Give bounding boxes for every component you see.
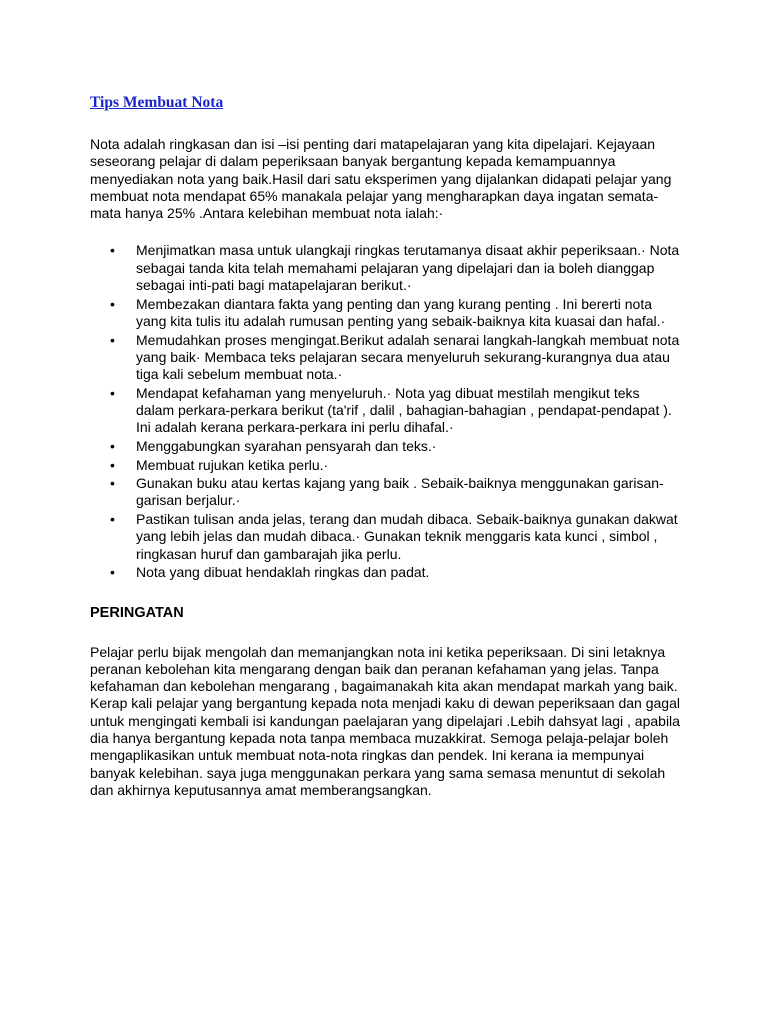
list-item (90, 475, 680, 510)
benefits-list (90, 242, 680, 581)
list-item-text: Membuat rujukan ketika perlu.· (136, 456, 329, 473)
list-item (90, 242, 680, 294)
document-page (90, 92, 680, 799)
list-item-text: Menggabungkan syarahan pensyarah dan teks.· (136, 437, 437, 454)
bullet-icon: • (110, 242, 115, 259)
list-item-text: Mendapat kefahaman yang menyeluruh.· Nota yag dibuat mestilah mengikut teks dalam perkara-perkara berikut (ta'rif , dalil , bahagian-bahagian , pendapat-pendapat ). Ini adalah kerana perkara-perkara ini perlu dihafal.· (136, 384, 672, 436)
list-item (90, 332, 680, 384)
list-item (90, 457, 680, 474)
warning-heading: PERINGATAN (90, 604, 184, 621)
bullet-icon: • (110, 437, 115, 454)
list-item-text: Memudahkan proses mengingat.Berikut adalah senarai langkah-langkah membuat nota yang baik· Membaca teks pelajaran secara menyeluruh sekurang-kurangnya dua atau tiga kali sebelum membuat nota.· (136, 331, 680, 383)
bullet-icon: • (110, 564, 115, 581)
bullet-icon: • (110, 456, 115, 473)
list-item-text: Gunakan buku atau kertas kajang yang baik . Sebaik-baiknya menggunakan garisan-garisan berjalur.· (136, 475, 664, 509)
list-item-text: Pastikan tulisan anda jelas, terang dan mudah dibaca. Sebaik-baiknya gunakan dakwat yang lebih jelas dan mudah dibaca.· Gunakan teknik menggaris kata kunci , simbol , ringkasan huruf dan gambarajah jika perlu. (136, 511, 678, 562)
list-item-text: Nota yang dibuat hendaklah ringkas dan padat. (136, 564, 430, 581)
intro-paragraph: Nota adalah ringkasan dan isi –isi penting dari matapelajaran yang kita dipelajari. Kejayaan seseorang pelajar di dalam peperiksaan banyak bergantung kepada kemampuannya menyediakan nota yang baik.Hasil dari satu eksperimen yang dijalankan didapati pelajar yang membuat nota mendapat 65% manakala pelajar yang mengharapkan daya ingatan semata-mata hanya 25% .Antara kelebihan membuat nota ialah:· (90, 136, 672, 222)
bullet-icon: • (110, 384, 115, 401)
list-item-text: Menjimatkan masa untuk ulangkaji ringkas terutamanya disaat akhir peperiksaan.· Nota sebagai tanda kita telah memahami pelajaran yang dipelajari dan ia boleh dianggap sebagai inti-pati bagi matapelajaran berikut.· (136, 242, 680, 294)
bullet-icon: • (110, 331, 115, 348)
bullet-icon: • (110, 295, 115, 312)
list-item-text: Membezakan diantara fakta yang penting dan yang kurang penting . Ini bererti nota yang kita tulis itu adalah rumusan penting yang sebaik-baiknya kita kuasai dan hafal.· (136, 295, 666, 329)
list-item (90, 511, 680, 563)
list-item (90, 385, 680, 437)
list-item (90, 296, 680, 331)
bullet-icon: • (110, 475, 115, 492)
list-item (90, 438, 680, 455)
document-title[interactable]: Tips Membuat Nota (90, 94, 224, 111)
list-item (90, 564, 680, 581)
warning-paragraph: Pelajar perlu bijak mengolah dan memanjangkan nota ini ketika peperiksaan. Di sini letaknya peranan kebolehan kita mengarang dengan baik dan peranan kefahaman yang jelas. Tanpa kefahaman dan kebolehan mengarang , bagaimanakah kita akan mendapat markah yang baik. Kerap kali pelajar yang bergantung kepada nota menjadi kaku di dewan peperiksaan dan gagal untuk mengingati kembali isi kandungan paelajaran yang dipelajari .Lebih dahsyat lagi , apabila dia hanya bergantung kepada nota tanpa membaca muzakkirat. Semoga pelaja-pelajar boleh mengaplikasikan untuk membuat nota-nota ringkas dan pendek. Ini kerana ia mempunyai banyak kelebihan. saya juga menggunakan perkara yang sama semasa menuntut di sekolah dan akhirnya keputusannya amat memberangsangkan. (90, 643, 680, 798)
bullet-icon: • (110, 511, 115, 528)
